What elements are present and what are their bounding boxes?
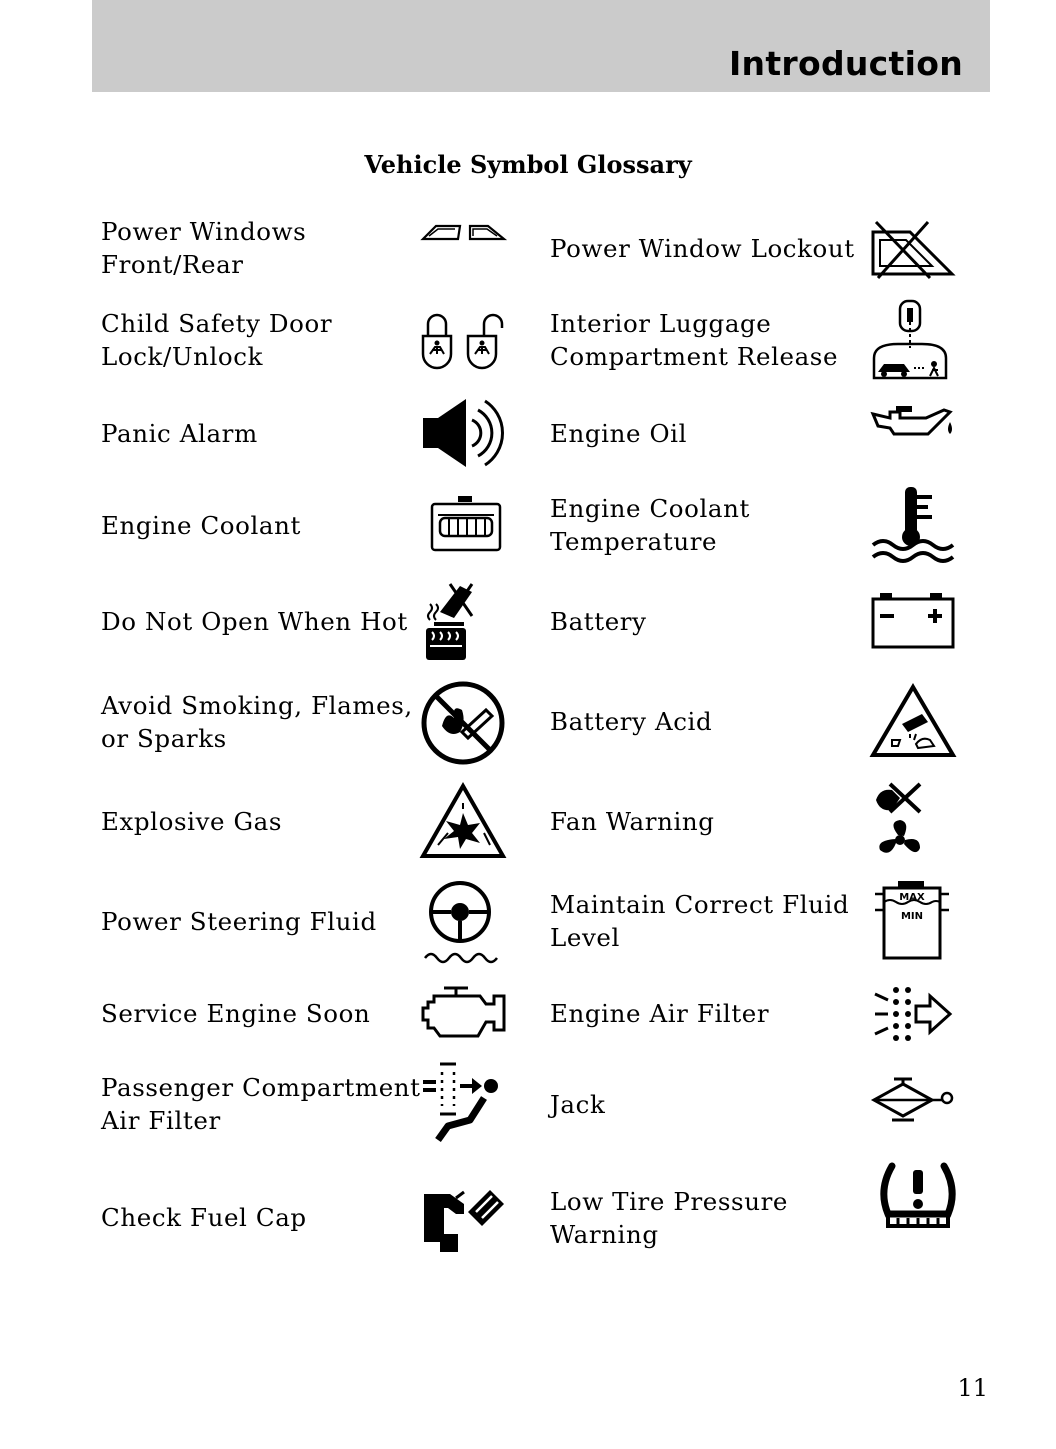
hot-radiator-cap-icon	[420, 582, 480, 662]
battery-acid-icon	[870, 684, 956, 758]
label-luggage-release: Interior Luggage Compartment Release	[550, 309, 839, 371]
fluid-level-icon	[872, 880, 952, 962]
page-number: 11	[957, 1374, 988, 1402]
fluid-min-text: MIN	[900, 911, 924, 922]
label-fan-warning: Fan Warning	[550, 807, 715, 836]
no-flames-icon	[420, 680, 506, 766]
jack-icon	[870, 1076, 956, 1122]
label-engine-coolant: Engine Coolant	[101, 511, 301, 540]
label-engine-air-filter: Engine Air Filter	[550, 999, 770, 1028]
battery-icon	[870, 592, 956, 650]
label-power-window-lockout: Power Window Lockout	[550, 234, 855, 263]
cabin-filter-icon	[420, 1062, 504, 1144]
oil-can-icon	[870, 404, 958, 444]
glossary-title: Vehicle Symbol Glossary	[364, 150, 692, 179]
header-bar	[92, 0, 990, 92]
label-child-safety-door: Child Safety Door Lock/Unlock	[101, 309, 333, 371]
label-cabin-air-filter: Passenger Compartment Air Filter	[101, 1073, 421, 1135]
window-lockout-icon	[870, 218, 956, 280]
label-battery-acid: Battery Acid	[550, 707, 713, 736]
label-battery: Battery	[550, 607, 647, 636]
label-avoid-smoking: Avoid Smoking, Flames, or Sparks	[101, 691, 413, 753]
coolant-reservoir-icon	[428, 495, 504, 553]
trunk-release-icon	[870, 298, 954, 382]
fuel-cap-icon	[420, 1182, 508, 1254]
engine-icon	[420, 984, 508, 1040]
label-coolant-temperature: Engine Coolant Temperature	[550, 494, 750, 556]
speaker-icon	[420, 396, 510, 470]
steering-wheel-icon	[422, 880, 500, 964]
label-power-steering-fluid: Power Steering Fluid	[101, 907, 377, 936]
label-do-not-open-hot: Do Not Open When Hot	[101, 607, 408, 636]
power-windows-icon	[420, 220, 508, 244]
tire-pressure-icon	[876, 1160, 960, 1232]
air-filter-icon	[872, 984, 954, 1044]
label-power-windows: Power Windows Front/Rear	[101, 217, 307, 279]
label-low-tire-pressure: Low Tire Pressure Warning	[550, 1187, 788, 1249]
label-engine-oil: Engine Oil	[550, 419, 688, 448]
label-jack: Jack	[550, 1090, 606, 1119]
label-fluid-level: Maintain Correct Fluid Level	[550, 890, 850, 952]
child-lock-icon	[420, 310, 510, 368]
label-explosive-gas: Explosive Gas	[101, 807, 283, 836]
label-panic-alarm: Panic Alarm	[101, 419, 258, 448]
fluid-max-text: MAX	[899, 892, 925, 903]
label-service-engine-soon: Service Engine Soon	[101, 999, 371, 1028]
explosive-gas-icon	[420, 783, 506, 859]
fan-warning-icon	[870, 780, 930, 862]
label-check-fuel-cap: Check Fuel Cap	[101, 1203, 307, 1232]
section-title: Introduction	[728, 44, 963, 83]
thermometer-icon	[870, 485, 956, 563]
